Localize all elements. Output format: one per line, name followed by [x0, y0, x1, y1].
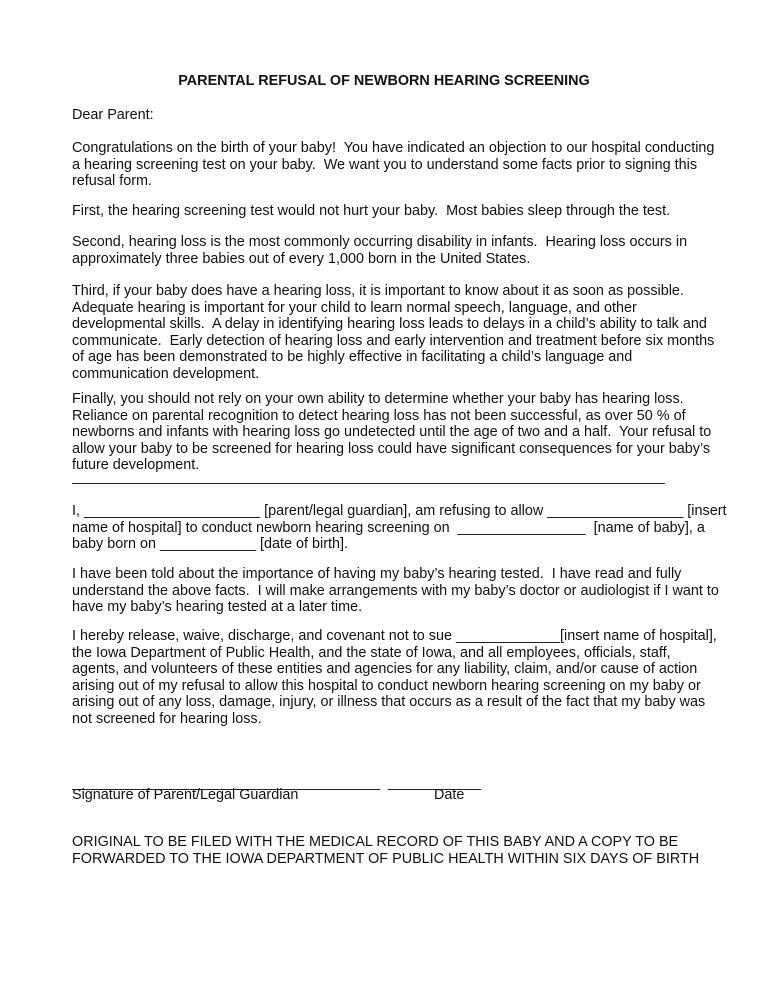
- paragraph-second: [72, 234, 702, 267]
- text-line: FORWARDED TO THE IOWA DEPARTMENT OF PUBLIC HEALTH WITHIN SIX DAYS OF BIRTH: [72, 850, 700, 867]
- text-line: have my baby’s hearing tested at a later time.: [72, 599, 363, 616]
- section-divider: [72, 483, 665, 484]
- signature-label: Signature of Parent/Legal Guardian: [72, 787, 299, 803]
- text-line: ORIGINAL TO BE FILED WITH THE MEDICAL RECORD OF THIS BABY AND A COPY TO BE: [72, 834, 679, 850]
- text-line: Reliance on parental recognition to detect hearing loss has not been successful, as over 50 % of: [72, 407, 686, 424]
- text-line: Third, if your baby does have a hearing loss, it is important to know about it as soon as possible.: [72, 283, 684, 299]
- paragraph-refusal: [72, 503, 727, 553]
- text-line: a hearing screening test on your baby. We want you to understand some facts prior to signing this: [72, 156, 698, 173]
- paragraph-release: [72, 628, 717, 728]
- paragraph-third: [72, 283, 715, 383]
- text-line: I hereby release, waive, discharge, and covenant not to sue _____________[insert name of hospital],: [72, 628, 717, 644]
- text-line: approximately three babies out of every 1,000 born in the United States.: [72, 250, 531, 267]
- text-line: Second, hearing loss is the most commonly occurring disability in infants. Hearing loss occurs in: [72, 234, 688, 250]
- paragraph-intro: [72, 140, 715, 190]
- text-line: of age has been demonstrated to be highly effective in facilitating a child’s language and: [72, 349, 633, 366]
- document-title: PARENTAL REFUSAL OF NEWBORN HEARING SCREENING: [178, 73, 590, 89]
- text-line: communication development.: [72, 365, 260, 382]
- text-line: allow your baby to be screened for hearing loss could have significant consequences for your baby’s: [72, 440, 711, 457]
- paragraph-told: [72, 566, 719, 616]
- paragraph-first: [72, 203, 702, 220]
- text-line: baby born on ____________ [date of birth].: [72, 536, 349, 553]
- paragraph-finally: [72, 391, 712, 474]
- text-line: the Iowa Department of Public Health, and the state of Iowa, and all employees, officials, staff,: [72, 644, 671, 661]
- text-line: I, ______________________ [parent/legal guardian], am refusing to allow _________________ [insert: [72, 503, 727, 519]
- text-line: name of hospital] to conduct newborn hearing screening on ________________ [name of baby], a: [72, 519, 705, 536]
- text-line: developmental skills. A delay in identifying hearing loss leads to delays in a child’s ability to talk and: [72, 316, 707, 333]
- text-line: understand the above facts. I will make arrangements with my baby’s doctor or audiologist if I want to: [72, 582, 719, 599]
- text-line: newborns and infants with hearing loss go undetected until the age of two and a half. Your refusal to: [72, 424, 712, 441]
- text-line: communicate. Early detection of hearing loss and early intervention and treatment before six months: [72, 332, 715, 349]
- date-label: Date: [434, 787, 465, 803]
- text-line: Adequate hearing is important for your child to learn normal speech, language, and other: [72, 299, 637, 316]
- text-line: arising out of my refusal to allow this hospital to conduct newborn hearing screening on my baby or: [72, 677, 701, 694]
- text-line: I have been told about the importance of having my baby’s hearing tested. I have read and fully: [72, 566, 682, 582]
- text-line: First, the hearing screening test would not hurt your baby. Most babies sleep through the test.: [72, 203, 671, 219]
- text-line: agents, and volunteers of these entities and agencies for any liability, claim, and/or cause of action: [72, 661, 698, 678]
- text-line: refusal form.: [72, 173, 152, 190]
- text-line: Finally, you should not rely on your own ability to determine whether your baby has hearing loss.: [72, 391, 684, 407]
- footer-notice: [72, 834, 712, 867]
- text-line: Congratulations on the birth of your baby! You have indicated an objection to our hospital conducting: [72, 140, 715, 156]
- text-line: not screened for hearing loss.: [72, 710, 262, 727]
- salutation: Dear Parent:: [72, 107, 154, 123]
- text-line: future development.: [72, 457, 200, 474]
- text-line: arising out of any loss, damage, injury, or illness that occurs as a result of the fact that my baby was: [72, 694, 706, 711]
